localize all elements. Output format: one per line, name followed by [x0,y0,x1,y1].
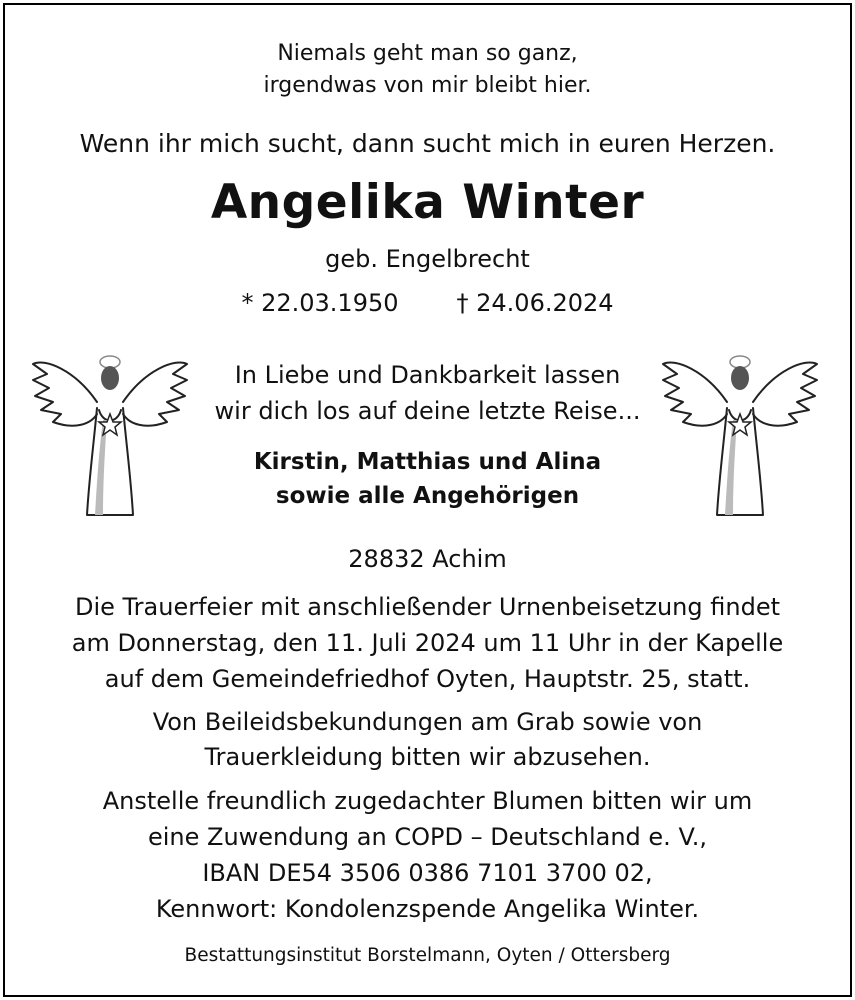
donation-line-4: Kennwort: Kondolenzspende Angelika Winter. [155,895,700,923]
farewell-line-1: In Liebe und Dankbarkeit lassen [234,361,621,389]
condolence-line-1: Von Beileidsbekundungen am Grab sowie von [152,708,703,736]
donation-line-3: IBAN DE54 3506 0386 7101 3700 02, [202,859,653,887]
ceremony-line-2: am Donnerstag, den 11. Juli 2024 um 11 Uhr in der Kapelle [71,629,784,657]
donation-line-1: Anstelle freundlich zugedachter Blumen bitten wir um [102,787,753,815]
poem-line-1: Niemals geht man so ganz, [277,41,578,66]
farewell-line-2: wir dich los auf deine letzte Reise... [214,397,641,425]
quote: Wenn ihr mich sucht, dann sucht mich in euren Herzen. [79,129,776,158]
place: 28832 Achim [348,545,507,573]
condolence-line-2: Trauerkleidung bitten wir abzusehen. [204,743,651,771]
death-date: † 24.06.2024 [456,289,614,317]
ceremony-line-1: Die Trauerfeier mit anschließender Urnenbeisetzung findet [74,593,780,621]
donation-line-2: eine Zuwendung an COPD – Deutschland e. V., [147,823,708,851]
poem-line-2: irgendwas von mir bleibt hier. [263,73,592,98]
born-name: geb. Engelbrecht [325,245,530,273]
life-dates [5,289,850,317]
family-line-1: Kirstin, Matthias und Alina [253,449,602,475]
family-line-2: sowie alle Angehörigen [275,483,580,509]
obituary-notice [3,3,852,997]
deceased-name: Angelika Winter [210,175,645,230]
birth-date: * 22.03.1950 [241,289,399,317]
funeral-home: Bestattungsinstitut Borstelmann, Oyten / Ottersberg [184,945,671,966]
ceremony-line-3: auf dem Gemeindefriedhof Oyten, Hauptstr. 25, statt. [104,665,751,693]
